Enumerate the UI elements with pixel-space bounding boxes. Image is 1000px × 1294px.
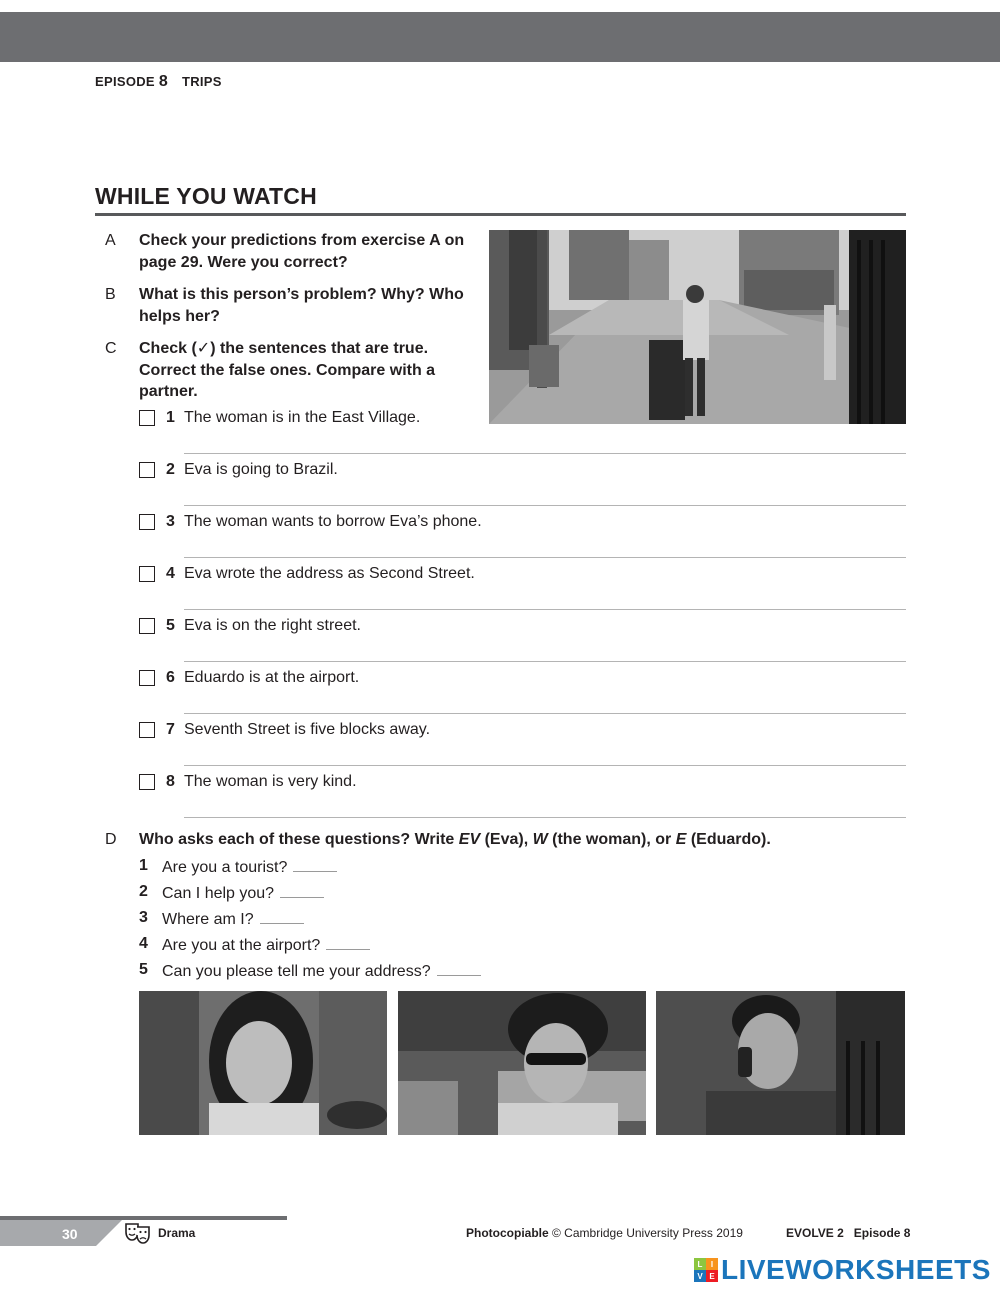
course-name: EVOLVE 2 <box>786 1226 844 1240</box>
exercise-d-instr-d: (Eduardo). <box>686 831 771 848</box>
answer-blank-4[interactable] <box>326 935 370 950</box>
statement-number: 8 <box>166 773 175 790</box>
checkbox-item-3[interactable] <box>139 514 155 530</box>
exercise-a-line2: page 29. Were you correct? <box>139 253 348 271</box>
logo-tile: V <box>694 1270 706 1282</box>
woman-photo <box>398 991 646 1135</box>
checkbox-item-2[interactable] <box>139 462 155 478</box>
episode-header <box>95 73 222 91</box>
eva-photo <box>139 991 387 1135</box>
question-text: Where am I? <box>162 911 254 928</box>
exercise-d-code-w: W <box>532 831 548 848</box>
exercise-d-instruction <box>139 829 771 851</box>
page-number-tab <box>0 1220 96 1246</box>
checkbox-item-6[interactable] <box>139 670 155 686</box>
question-text: Can I help you? <box>162 885 275 902</box>
statement-text: The woman wants to borrow Eva’s phone. <box>184 513 482 530</box>
statement-text: Seventh Street is five blocks away. <box>184 721 431 738</box>
logo-tile: E <box>706 1270 718 1282</box>
checkbox-item-5[interactable] <box>139 618 155 634</box>
question-item-2 <box>162 883 324 903</box>
exercise-b-line2: helps her? <box>139 307 220 325</box>
street-scene-photo <box>489 230 906 424</box>
unit-title: TRIPS <box>181 74 222 89</box>
statement-text: Eduardo is at the airport. <box>184 669 360 686</box>
logo-tile: I <box>706 1258 718 1270</box>
section-title: WHILE YOU WATCH <box>95 183 317 209</box>
statement-number: 5 <box>166 617 175 634</box>
course-info <box>786 1226 910 1240</box>
exercise-d-instr-b: (Eva), <box>480 831 533 848</box>
question-text: Can you please tell me your address? <box>162 963 431 980</box>
exercise-c-instruction <box>139 338 435 403</box>
answer-line-8[interactable] <box>184 817 906 818</box>
exercise-a-line1: Check your predictions from exercise A on <box>139 232 465 249</box>
statement-text: Eva is going to Brazil. <box>184 461 338 478</box>
copyright-text: © Cambridge University Press 2019 <box>548 1226 743 1240</box>
statement-text: The woman is very kind. <box>184 773 357 790</box>
question-item-1 <box>162 857 337 877</box>
exercise-d-code-e: E <box>675 831 687 848</box>
statement-number: 4 <box>166 565 175 582</box>
episode-number: 8 <box>158 73 169 90</box>
exercise-b-instruction <box>139 284 464 327</box>
question-text: Are you at the airport? <box>162 937 321 954</box>
exercise-d-code-ev: EV <box>458 831 481 848</box>
answer-line-6[interactable] <box>184 713 906 714</box>
question-number: 3 <box>139 909 148 926</box>
question-item-3 <box>162 909 304 929</box>
question-text: Are you a tourist? <box>162 859 288 876</box>
liveworksheets-logo[interactable] <box>694 1256 991 1284</box>
exercise-c-line1: Check (✓) the sentences that are true. <box>139 340 429 357</box>
answer-blank-1[interactable] <box>293 857 337 872</box>
statement-text: Eva is on the right street. <box>184 617 361 634</box>
statement-number: 2 <box>166 461 175 478</box>
liveworksheets-logo-text: LIVEWORKSHEETS <box>721 1254 991 1285</box>
exercise-b-line1: What is this person’s problem? Why? Who <box>139 286 464 303</box>
exercise-c-letter: C <box>105 340 117 357</box>
answer-line-2[interactable] <box>184 505 906 506</box>
checkbox-item-4[interactable] <box>139 566 155 582</box>
drama-label: Drama <box>158 1226 196 1240</box>
question-number: 4 <box>139 935 148 952</box>
question-number: 1 <box>139 857 148 874</box>
page-number: 30 <box>62 1226 78 1242</box>
statement-number: 1 <box>166 409 175 426</box>
exercise-a-instruction <box>139 230 464 273</box>
question-number: 5 <box>139 961 148 978</box>
exercise-d-letter: D <box>105 831 117 848</box>
top-bar <box>0 12 1000 62</box>
answer-line-1[interactable] <box>184 453 906 454</box>
section-title-rule <box>95 213 906 216</box>
answer-blank-5[interactable] <box>437 961 481 976</box>
answer-line-4[interactable] <box>184 609 906 610</box>
answer-blank-2[interactable] <box>280 883 324 898</box>
answer-blank-3[interactable] <box>260 909 304 924</box>
statement-text: Eva wrote the address as Second Street. <box>184 565 475 582</box>
checkbox-item-7[interactable] <box>139 722 155 738</box>
exercise-c-line2: Correct the false ones. Compare with a <box>139 361 436 379</box>
exercise-c-line3: partner. <box>139 383 198 400</box>
liveworksheets-logo-icon <box>694 1258 718 1282</box>
checkbox-item-1[interactable] <box>139 410 155 426</box>
photocopiable-label: Photocopiable <box>466 1226 549 1240</box>
episode-info: Episode 8 <box>853 1226 911 1240</box>
logo-tile: L <box>694 1258 706 1270</box>
episode-label: EPISODE <box>95 74 155 89</box>
exercise-d-instr-c: (the woman), or <box>547 831 676 848</box>
exercise-b-letter: B <box>105 286 116 303</box>
statement-number: 6 <box>166 669 175 686</box>
checkbox-item-8[interactable] <box>139 774 155 790</box>
page-number-tab-edge <box>96 1220 122 1246</box>
statement-number: 7 <box>166 721 175 738</box>
eduardo-photo <box>656 991 905 1135</box>
copyright-notice <box>466 1226 743 1240</box>
drama-masks-icon <box>125 1222 151 1244</box>
question-item-4 <box>162 935 370 955</box>
exercise-d-instr-a: Who asks each of these questions? Write <box>139 831 459 848</box>
answer-line-5[interactable] <box>184 661 906 662</box>
answer-line-3[interactable] <box>184 557 906 558</box>
answer-line-7[interactable] <box>184 765 906 766</box>
exercise-a-letter: A <box>105 232 116 249</box>
statement-text: The woman is in the East Village. <box>184 409 421 426</box>
question-item-5 <box>162 961 481 981</box>
statement-number: 3 <box>166 513 175 530</box>
question-number: 2 <box>139 883 148 900</box>
